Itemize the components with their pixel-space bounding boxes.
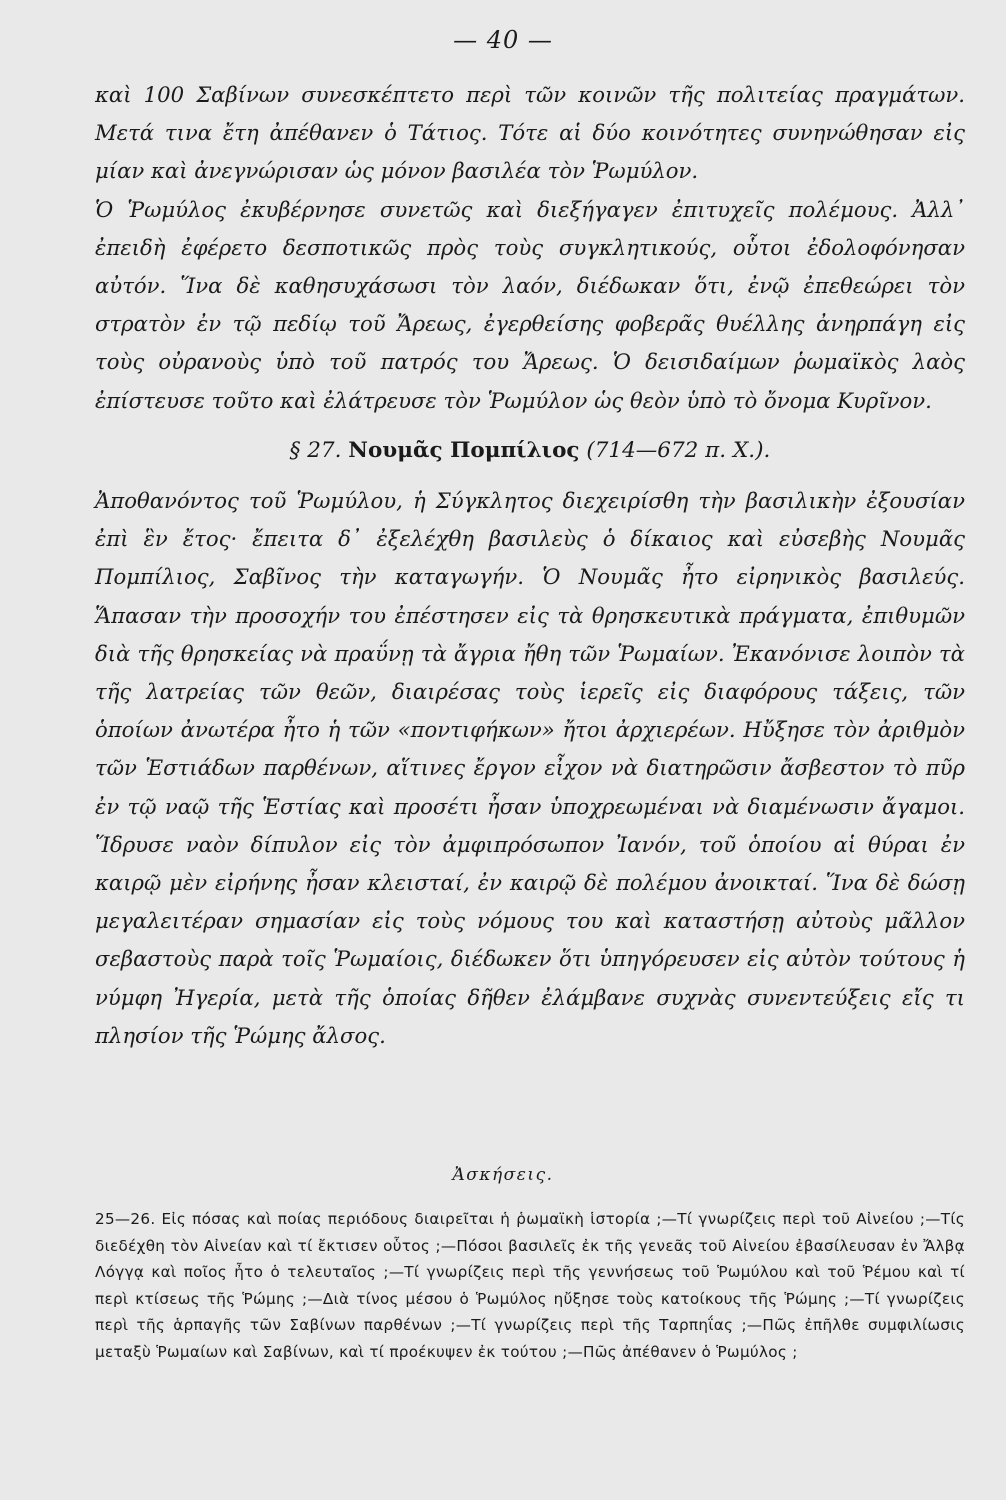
exercises-title: Ἀσκήσεις. (452, 1165, 554, 1185)
exercises-block (95, 1206, 965, 1365)
section-heading (95, 432, 965, 470)
section-title: Νουμᾶς Πομπίλιος (348, 437, 580, 463)
exercises-text: 25—26. Εἰς πόσας καὶ ποίας περιόδους διαιρεῖται ἡ ῥωμαϊκὴ ἱστορία ;—Τί γνωρίζεις περὶ τοῦ Αἰνείου ;—Τίς διεδέχθη τὸν Αἰνείαν καὶ τί ἔκτισεν οὗτος ;—Πόσοι βασιλεῖς ἐκ τῆς γενεᾶς τοῦ Αἰνείου ἐβασίλευσαν ἐν Ἄλβᾳ Λόγγᾳ καὶ ποῖος ἦτο ὁ τελευταῖος ;—Τί γνωρίζεις περὶ τῆς γεννήσεως τοῦ Ῥωμύλου καὶ τοῦ Ῥέμου καὶ τί περὶ κτίσεως τῆς Ῥώμης ;—Διὰ τίνος μέσου ὁ Ῥωμύλος ηὔξησε τοὺς κατοίκους τῆς Ῥώμης ;—Τί γνωρίζεις περὶ τῆς ἁρπαγῆς τῶν Σαβίνων παρθένων ;—Τί γνωρίζεις περὶ τῆς Ταρπηΐας ;—Πῶς ἐπῆλθε συμφιλίωσις μεταξὺ Ῥωμαίων καὶ Σαβίνων, καὶ τί προέκυψεν ἐκ τούτου ;—Πῶς ἀπέθανεν ὁ Ῥωμύλος ; (95, 1210, 965, 1361)
paragraph-intro-2: Ὁ Ῥωμύλος ἐκυβέρνησε συνετῶς καὶ διεξήγαγεν ἐπιτυχεῖς πολέμους. Ἀλλ᾽ ἐπειδὴ ἐφέρετο δεσποτικῶς πρὸς τοὺς συγκλητικούς, οὗτοι ἐδολοφόνησαν αὐτόν. Ἵνα δὲ καθησυχάσωσι τὸν λαόν, διέδωκαν ὅτι, ἐνῷ ἐπεθεώρει τὸν στρατὸν ἐν τῷ πεδίῳ τοῦ Ἄρεως, ἐγερθείσης φοβερᾶς θυέλλης ἀνηρπάγη εἰς τοὺς οὐρανοὺς ὑπὸ τοῦ πατρός του Ἄρεως. Ὁ δεισιδαίμων ῥωμαϊκὸς λαὸς ἐπίστευσε τοῦτο καὶ ἐλάτρευσε τὸν Ῥωμύλον ὡς θεὸν ὑπὸ τὸ ὄνομα Κυρῖνον. (95, 196, 965, 413)
paragraph-section-27: Ἀποθανόντος τοῦ Ῥωμύλου, ἡ Σύγκλητος διεχειρίσθη τὴν βασιλικὴν ἐξουσίαν ἐπὶ ἓν ἔτος· ἔπειτα δ᾽ ἐξελέχθη βασιλεὺς ὁ δίκαιος καὶ εὐσεβὴς Νουμᾶς Πομπίλιος, Σαβῖνος τὴν καταγωγήν. Ὁ Νουμᾶς ἦτο εἰρηνικὸς βασιλεύς. Ἅπασαν τὴν προσοχήν του ἐπέστησεν εἰς τὰ θρησκευτικὰ πράγματα, ἐπιθυμῶν διὰ τῆς θρησκείας νὰ πραΰνῃ τὰ ἄγρια ἤθη τῶν Ῥωμαίων. Ἐκανόνισε λοιπὸν τὰ τῆς λατρείας τῶν θεῶν, διαιρέσας τοὺς ἱερεῖς εἰς διαφόρους τάξεις, τῶν ὁποίων ἀνωτέρα ἦτο ἡ τῶν «ποντιφήκων» ἤτοι ἀρχιερέων. Ηὔξησε τὸν ἀριθμὸν τῶν Ἑστιάδων παρθένων, αἵτινες ἔργον εἶχον νὰ διατηρῶσιν ἄσβεστον τὸ πῦρ ἐν τῷ ναῷ τῆς Ἑστίας καὶ προσέτι ἦσαν ὑποχρεωμέναι νὰ διαμένωσιν ἄγαμοι. Ἵδρυσε ναὸν δίπυλον εἰς τὸν ἀμφιπρόσωπον Ἰανόν, τοῦ ὁποίου αἱ θύραι ἐν καιρῷ μὲν εἰρήνης ἦσαν κλεισταί, ἐν καιρῷ δὲ πολέμου ἀνοικταί. Ἵνα δὲ δώσῃ μεγαλειτέραν σημασίαν εἰς τοὺς νόμους του καὶ καταστήσῃ αὐτοὺς μᾶλλον σεβαστοὺς παρὰ τοῖς Ῥωμαίοις, διέδωκεν ὅτι ὑπηγόρευσεν εἰς αὐτὸν τούτους ἡ νύμφη Ἠγερία, μετὰ τῆς ὁποίας δῆθεν ἐλάμβανε συχνὰς συνεντεύξεις εἴς τι πλησίον τῆς Ῥώμης ἄλσος. (95, 488, 965, 1048)
section-dates: (714—672 π. Χ.). (586, 437, 771, 463)
main-text (95, 76, 965, 1055)
section-prefix: § 27. (289, 437, 342, 463)
page-number: — 40 — (453, 26, 553, 54)
paragraph-intro-1: καὶ 100 Σαβίνων συνεσκέπτετο περὶ τῶν κοινῶν τῆς πολιτείας πραγμάτων. Μετά τινα ἔτη ἀπέθανεν ὁ Τάτιος. Τότε αἱ δύο κοινότητες συνηνώθησαν εἰς μίαν καὶ ἀνεγνώρισαν ὡς μόνον βασιλέα τὸν Ῥωμύλον. (95, 82, 965, 184)
